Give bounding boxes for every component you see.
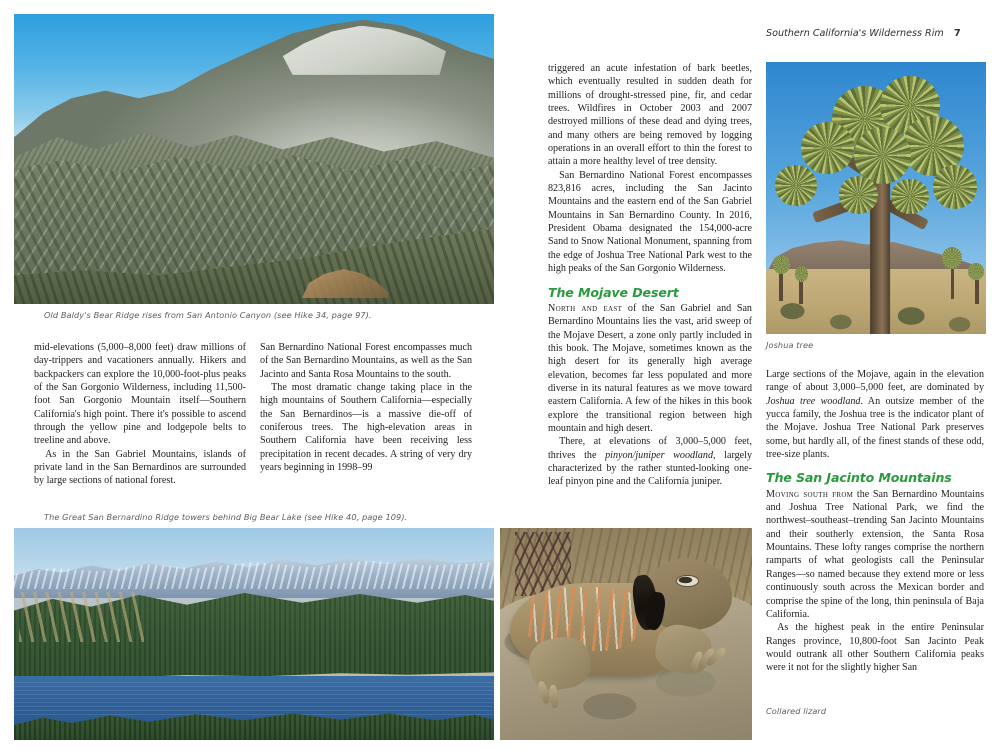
heading-the-mojave-desert: The Mojave Desert [548,284,679,300]
background-tree-stem [975,280,979,304]
paragraph: mid-elevations (5,000–8,000 feet) draw millions of day-trippers and vacationers annually. Hikers and backpackers can explore the 10,000-foot-plus peaks of the San Gorgonio Wilderness, including 11,500-foot San Gorgonio Mountain itself—Southern California's high point. There it's possible to ascend through the yellow pine and lodgepole belts to treeline and above. [34,342,246,447]
paragraph [548,435,752,488]
background-joshua-tree [795,266,808,282]
heading-the-san-jacinto-mountains: The San Jacinto Mountains [766,470,952,486]
paragraph [766,488,984,621]
page-number: 7 [954,28,961,39]
water-shimmer [14,681,494,715]
yucca-tuft [775,165,817,206]
paragraph: As in the San Gabriel Mountains, islands of private land in the San Bernardinos are surrounded by large sections of national forest. [34,448,246,487]
background-joshua-tree [968,263,983,279]
caption-big-bear-lake: The Great San Bernardino Ridge towers behind Big Bear Lake (see Hike 40, page 109). [44,512,408,522]
paragraph: The most dramatic change taking place in the high mountains of Southern California—especially the San Bernardinos—is a massive die-off of coniferous trees. The high-elevation areas in Southern California have been receiving less precipitation in recent decades. A string of very dry years beginning in 1998–99 [260,382,472,474]
yucca-tuft [891,179,928,214]
paragraph-text: There, at elevations of 3,000–5,000 feet, thrives the [548,436,752,461]
italic-term: Joshua tree woodland [766,395,861,407]
caption-old-baldy: Old Baldy's Bear Ridge rises from San Antonio Canyon (see Hike 34, page 97). [44,310,372,320]
paragraph-text: the San Bernardino Mountains and Joshua Tree National Park, we find the northwest–southeast–trending San Jacinto Mountains and their southerly extension, the Santa Rosa Mountains. These lofty ranges comprise the northern ramparts of what geologists call the Peninsular Ranges—so named because they extend more or less continuously south across the Mexican border and comprise the spine of the long, thin peninsula of Baja California. [766,488,984,620]
paragraph-text: of the San Gabriel and San Bernardino Mountains lies the vast, arid sweep of the Mojave Desert, a zone only partly included in this book. The Mojave, sometimes known as the high desert for its generally high average elevation, becomes far less populated and more diverse in its natural features as we move toward eastern California. A few of the hikes in this book explore the transitional region between high mountain and high desert. [548,302,752,434]
paragraph: San Bernardino National Forest encompasses 823,816 acres, including the San Jacinto Mountains and the eastern end of the San Gabriel Mountains in San Bernardino County. In 2016, President Obama designated the 154,000-acre Sand to Snow National Monument, spanning from the edge of Joshua Tree National Park west to the high peaks of the San Gorgonio Wilderness. [548,169,752,275]
left-page-column-2 [260,341,472,474]
paragraph: San Bernardino National Forest encompasses much of the San Bernardino Mountains, as well as the San Jacinto and Santa Rosa Mountains to the south. [260,342,472,380]
small-caps-lead: North and east [548,302,623,314]
background-tree-stem [799,280,803,304]
paragraph [548,302,752,435]
right-page-column-2 [766,368,984,675]
italic-term: pinyon/juniper woodland [605,449,713,461]
ski-runs [19,592,144,643]
background-tree-stem [779,271,783,301]
photo-joshua-tree [766,62,986,334]
photo-old-baldy-bear-ridge [14,14,494,304]
paragraph: triggered an acute infestation of bark beetles, which eventually resulted in sudden death for millions of drought-stressed pine, fir, and cedar trees. Wildfires in October 2003 and 2007 destroyed millions of these dead and dying trees, and many others are being removed by logging operations in an overall effort to thin the forest to attain a more healthy level of tree density. [548,63,752,168]
yucca-tuft [933,165,977,209]
running-head-title: Southern California's Wilderness Rim [766,28,944,39]
photo-great-san-bernardino-ridge [14,528,494,740]
paragraph-text: . An outsize member of the yucca family, the Joshua tree is the indicator plant of the Mojave. Joshua Tree National Park preserves some, but hardly all, of the finest stands of these odd, tree-size plants. [766,395,984,461]
caption-joshua-tree: Joshua tree [766,340,814,350]
yucca-tuft [801,122,854,174]
caption-collared-lizard: Collared lizard [766,706,827,716]
paragraph: As the highest peak in the entire Peninsular Ranges province, 10,800-foot San Jacinto Peak would outrank all other Southern California peaks were it not for the slightly higher San [766,622,984,674]
paragraph [766,368,984,461]
paragraph-text: Large sections of the Mojave, again in the elevation range of about 3,000–5,000 feet, are dominated by [766,369,984,394]
background-tree-stem [951,266,955,299]
background-joshua-tree [942,247,962,269]
right-page-column-1 [548,62,752,489]
photo-collared-lizard [500,528,752,740]
paragraph-text: , largely characterized by the rather stunted-looking one-leaf pinyon pine and the California juniper. [548,449,753,488]
left-page-column-1 [34,341,246,488]
small-caps-lead: Moving south from [766,488,854,500]
